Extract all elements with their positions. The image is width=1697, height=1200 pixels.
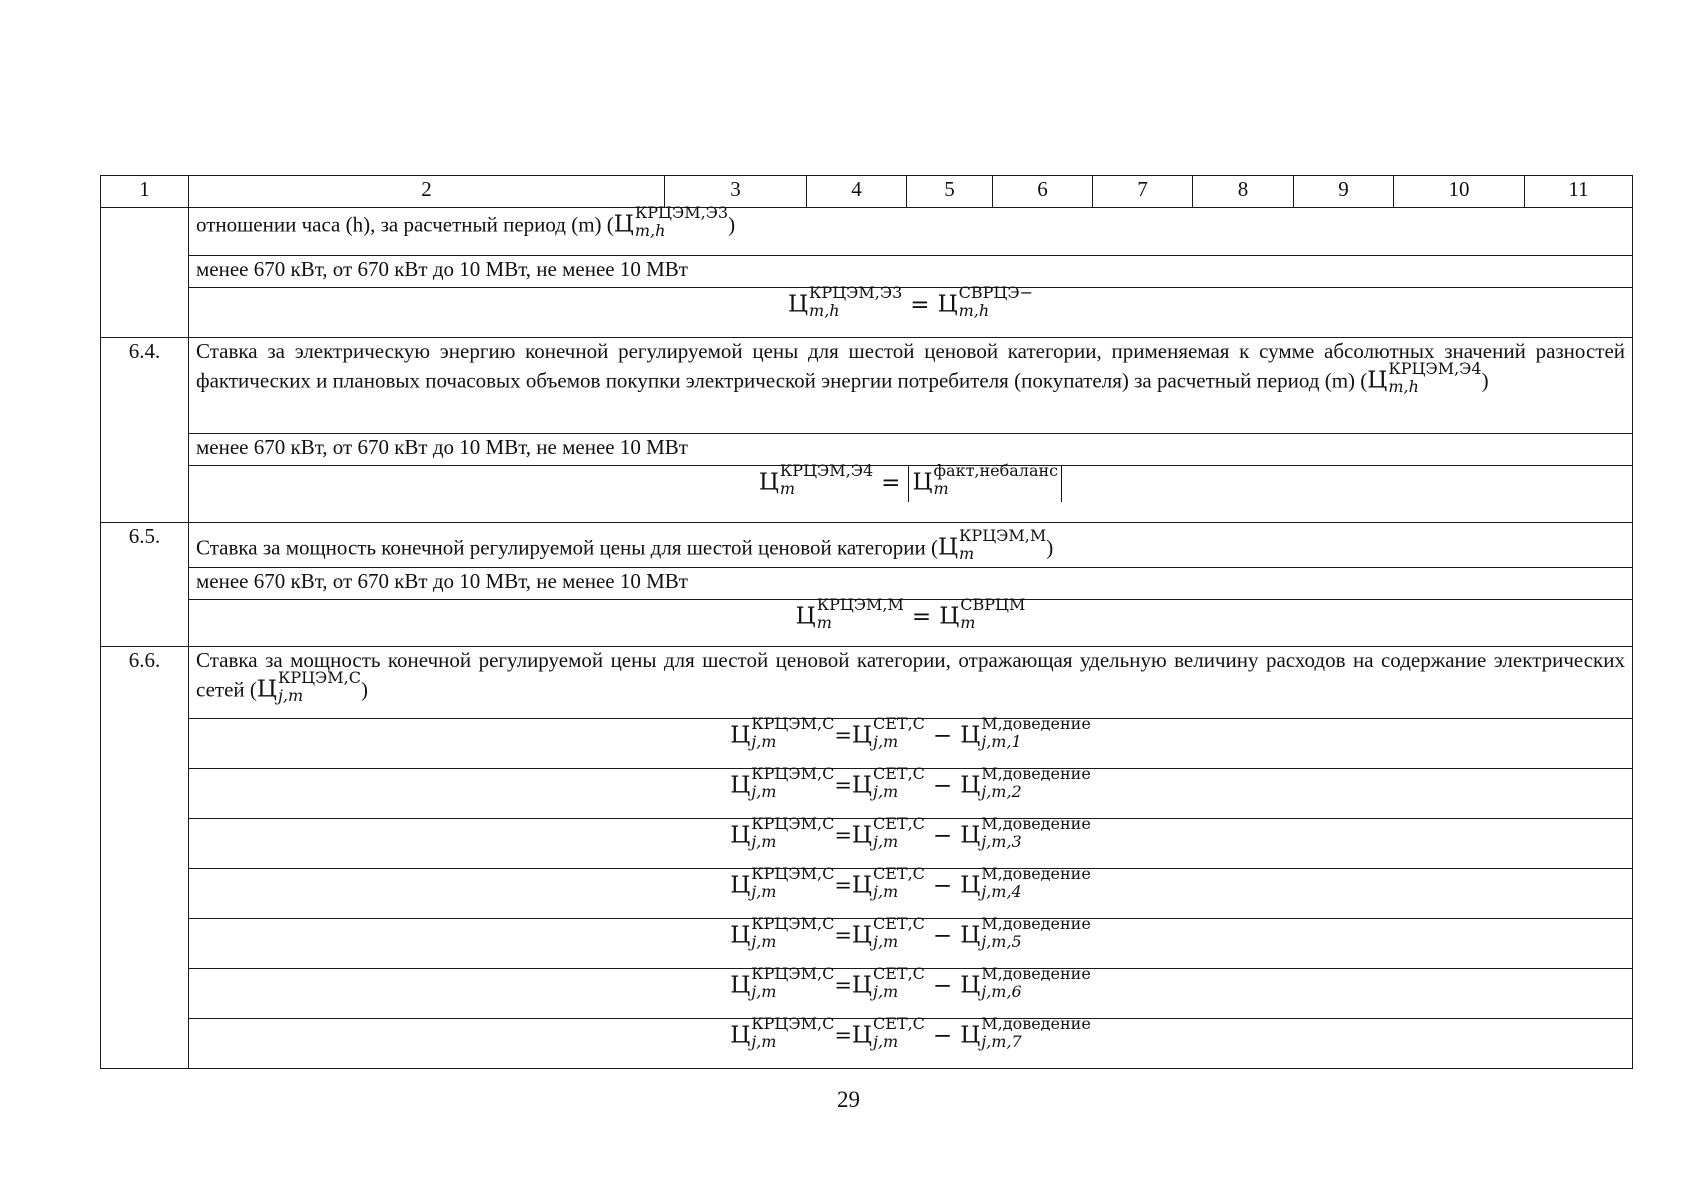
- table-row: [101, 719, 1633, 769]
- formula: Ц КРЦЭМ,Э3 m,h = Ц СВРЦЭ− m,h: [787, 283, 1033, 320]
- formula-cell: [189, 964, 1633, 1019]
- header-cell: 10: [1394, 176, 1525, 208]
- row-number: 6.6.: [101, 647, 189, 1069]
- table-row: [101, 647, 1633, 719]
- formula: Ц КРЦЭМ,C j,m =Ц СЕТ,C j,m − Ц М,доведение j,m,7: [730, 1014, 1091, 1051]
- header-cell: 6: [993, 176, 1093, 208]
- formula: Ц КРЦЭМ,C j,m =Ц СЕТ,C j,m − Ц М,доведение j,m,2: [730, 764, 1091, 801]
- formula: Ц КРЦЭМ,C j,m =Ц СЕТ,C j,m − Ц М,доведение j,m,3: [730, 814, 1091, 851]
- table-row: [101, 523, 1633, 568]
- header-cell: 4: [807, 176, 907, 208]
- header-cell: 8: [1193, 176, 1294, 208]
- header-cell: 7: [1093, 176, 1193, 208]
- tariff-table: [100, 175, 1633, 1069]
- power-limits: менее 670 кВт, от 670 кВт до 10 МВт, не менее 10 МВт: [189, 568, 1633, 600]
- row-description: Ставка за мощность конечной регулируемой цены для шестой ценовой категории, отражающая удельную величину расходов на содержание электрических сетей (Ц КРЦЭМ,C j,m ): [189, 647, 1633, 719]
- table-row: [101, 1019, 1633, 1069]
- description-text: отношении часа (h), за расчетный период (m) (: [196, 212, 614, 237]
- formula: Ц КРЦЭМ,C j,m =Ц СЕТ,C j,m − Ц М,доведение j,m,1: [730, 714, 1091, 751]
- header-cell: 9: [1294, 176, 1394, 208]
- formula-cell: [189, 714, 1633, 769]
- table-row: [101, 338, 1633, 434]
- table-row: [101, 466, 1633, 523]
- formula: Ц КРЦЭМ,Э4 m = Ц факт,небаланс m: [759, 466, 1062, 502]
- table-row: [101, 288, 1633, 338]
- row-number: 6.4.: [101, 338, 189, 523]
- table-row: [101, 819, 1633, 869]
- row-description: отношении часа (h), за расчетный период (m) (Ц КРЦЭМ,Э3 m,h ): [189, 208, 1633, 256]
- header-cell: 11: [1525, 176, 1633, 208]
- inline-symbol: Ц КРЦЭМ,Э4 m,h: [1367, 359, 1482, 396]
- formula-cell: [189, 1014, 1633, 1069]
- header-row: [101, 176, 1633, 208]
- description-text: Ставка за мощность конечной регулируемой цены для шестой ценовой категории, отражающая удельную величину расходов на содержание электрических сетей (: [196, 648, 1625, 702]
- header-cell: 5: [907, 176, 993, 208]
- formula-cell: [189, 914, 1633, 969]
- formula-cell: [189, 283, 1633, 338]
- formula: Ц КРЦЭМ,C j,m =Ц СЕТ,C j,m − Ц М,доведение j,m,4: [730, 864, 1091, 901]
- description-text: Ставка за электрическую энергию конечной регулируемой цены для шестой ценовой категории, применяемая к сумме абсолютных значений разностей фактических и плановых почасовых объемов покупки электрической энергии потребителя (покупателя) за расчетный период (m) (: [196, 339, 1625, 393]
- header-cell: 3: [665, 176, 807, 208]
- inline-symbol: Ц КРЦЭМ,М m: [937, 526, 1047, 563]
- row-description: Ставка за электрическую энергию конечной регулируемой цены для шестой ценовой категории, применяемая к сумме абсолютных значений разностей фактических и плановых почасовых объемов покупки электрической энергии потребителя (покупателя) за расчетный период (m) (Ц КРЦЭМ,Э4 m,h ): [189, 338, 1633, 434]
- inline-symbol: Ц КРЦЭМ,Э3 m,h: [613, 203, 729, 240]
- header-cell: 1: [101, 176, 189, 208]
- formula: Ц КРЦЭМ,C j,m =Ц СЕТ,C j,m − Ц М,доведение j,m,6: [730, 964, 1091, 1001]
- table-row: [101, 600, 1633, 647]
- table-row: [101, 869, 1633, 919]
- row-description: Ставка за мощность конечной регулируемой цены для шестой ценовой категории (Ц КРЦЭМ,М m ): [189, 523, 1633, 568]
- formula-cell: [189, 814, 1633, 869]
- table-row: [101, 208, 1633, 256]
- table-row: [101, 919, 1633, 969]
- power-limits: менее 670 кВт, от 670 кВт до 10 МВт, не менее 10 МВт: [189, 256, 1633, 288]
- formula-cell: [189, 595, 1633, 647]
- formula-cell: [189, 764, 1633, 819]
- formula-cell: [189, 864, 1633, 919]
- row-number: 6.5.: [101, 523, 189, 647]
- inline-symbol: Ц КРЦЭМ,C j,m: [256, 668, 362, 705]
- header-cell: 2: [189, 176, 665, 208]
- page-number: 29: [837, 1087, 860, 1112]
- formula-cell: [189, 461, 1633, 523]
- table-row: [101, 969, 1633, 1019]
- description-text: Ставка за мощность конечной регулируемой цены для шестой ценовой категории (: [196, 535, 938, 560]
- formula: Ц КРЦЭМ,C j,m =Ц СЕТ,C j,m − Ц М,доведение j,m,5: [730, 914, 1091, 951]
- table-row: [101, 769, 1633, 819]
- formula: Ц КРЦЭМ,М m = Ц СВРЦМ m: [795, 595, 1026, 632]
- power-limits: менее 670 кВт, от 670 кВт до 10 МВт, не менее 10 МВт: [189, 434, 1633, 466]
- row-number-cell: [101, 208, 189, 338]
